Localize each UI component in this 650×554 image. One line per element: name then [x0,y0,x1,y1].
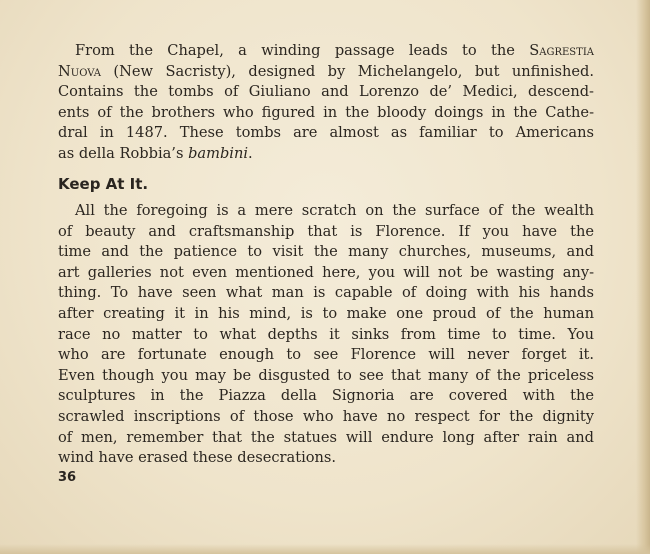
text-line: scrawled inscriptions of those who have no respect for the dignity [58,407,594,425]
page-number: 36 [58,470,77,485]
paragraph-keep-at-it [58,201,594,469]
page-edge-shadow [636,0,650,554]
text-line [58,62,594,83]
text-segment-italic: bambini [188,144,249,162]
page-bottom-shadow [0,544,650,554]
text-segment: . [248,144,253,162]
text-line: time and the patience to visit the many churches, museums, and [58,243,594,261]
text-segment: as della Robbia’s [58,144,189,162]
text-line: of men, remember that the statues will endure long after rain and [58,428,594,446]
text-line: wind have erased these desecrations. [58,449,337,467]
text-line: of beauty and craftsmanship that is Florence. If you have the [58,222,594,240]
text-line: ents of the brothers who figured in the bloody doings in the Cathe- [58,103,594,121]
text-line: sculptures in the Piazza della Signoria are covered with the [58,387,594,405]
text-segment: From the Chapel, a winding passage leads to the [75,42,530,59]
text-line: art galleries not even mentioned here, you will not be wasting any- [58,263,594,281]
text-line [58,41,594,62]
text-line: All the foregoing is a mere scratch on the surface of the wealth [75,202,594,219]
text-line: Contains the tombs of Giuliano and Lorenzo de’ Medici, descend- [58,83,594,101]
section-heading: Keep At It. [58,175,149,193]
text-line [58,144,594,165]
text-line: who are fortunate enough to see Florence will never forget it. [58,346,594,364]
text-line: dral in 1487. These tombs are almost as familiar to Americans [58,124,594,142]
text-line: Even though you may be disgusted to see that many of the priceless [58,366,594,384]
paragraph-sacristy [58,41,594,165]
text-line: thing. To have seen what man is capable of doing with his hands [58,284,594,302]
text-segment-smallcaps: Nuova [58,62,101,80]
text-line: race no matter to what depths it sinks from time to time. You [58,325,594,343]
text-line: after creating it in his mind, is to make one proud of the human [58,304,594,322]
text-segment-smallcaps: Sagrestia [529,42,594,59]
text-segment: (New Sacristy), designed by Michelangelo, but unfinished. [100,62,594,80]
